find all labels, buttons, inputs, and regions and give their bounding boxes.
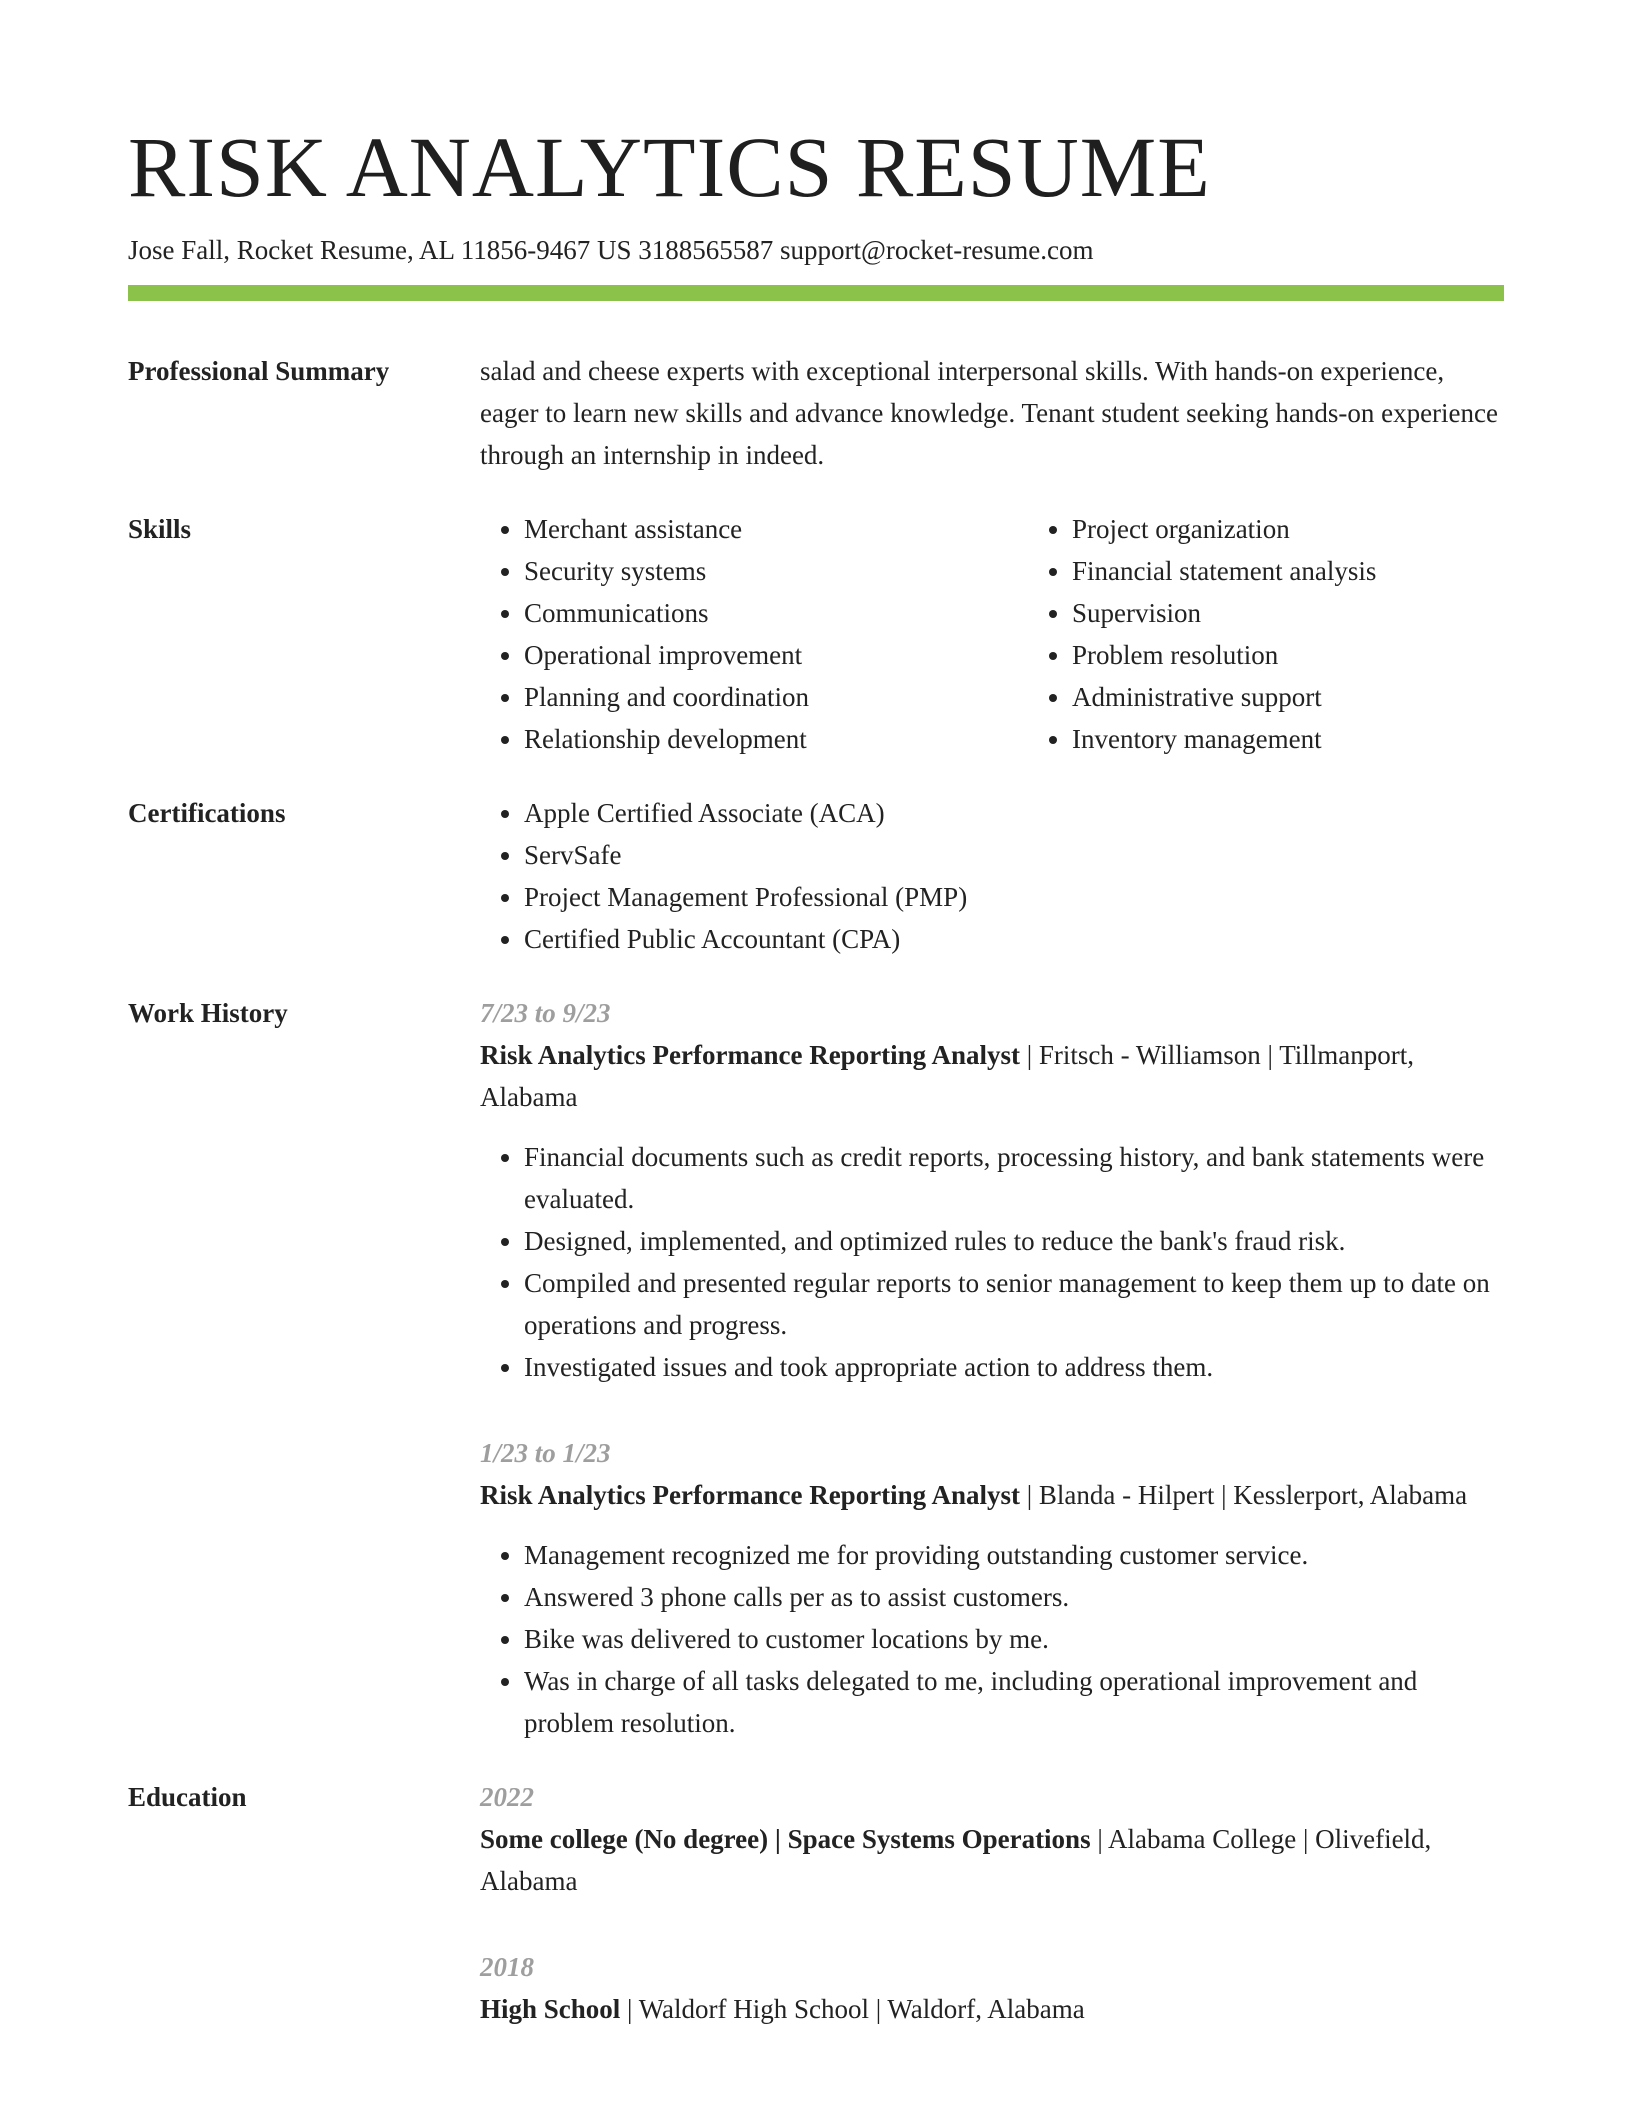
skills-section bbox=[128, 508, 1504, 760]
skills-list-right bbox=[1028, 508, 1576, 760]
accent-divider bbox=[128, 285, 1504, 301]
education-heading bbox=[480, 1988, 1504, 2030]
job-entry bbox=[480, 1432, 1504, 1744]
education-label: Education bbox=[128, 1782, 247, 1812]
job-bullet: • Was in charge of all tasks delegated to me, including operational improvement and problem resolution. bbox=[524, 1660, 1504, 1744]
resume-content bbox=[128, 350, 1504, 2062]
education-heading bbox=[480, 1818, 1504, 1902]
skill-item: • Operational improvement bbox=[524, 634, 1028, 676]
resume-title: RISK ANALYTICS RESUME bbox=[128, 119, 1211, 215]
education-details: | Waldorf High School | Waldorf, Alabama bbox=[620, 1994, 1085, 2024]
summary-section bbox=[128, 350, 1504, 476]
skill-item: • Security systems bbox=[524, 550, 1028, 592]
contact-line: Jose Fall, Rocket Resume, AL 11856-9467 US 3188565587 support@rocket-resume.com bbox=[128, 235, 1094, 265]
skill-item: • Problem resolution bbox=[1072, 634, 1576, 676]
skills-label: Skills bbox=[128, 514, 192, 544]
job-details: | Blanda - Hilpert | Kesslerport, Alabama bbox=[1019, 1480, 1468, 1510]
certifications-list bbox=[480, 792, 1504, 960]
job-title: Risk Analytics Performance Reporting Analyst bbox=[480, 1480, 1020, 1510]
education-date: 2018 bbox=[480, 1952, 534, 1982]
certification-item: • Apple Certified Associate (ACA) bbox=[524, 792, 1504, 834]
education-section bbox=[128, 1776, 1504, 2030]
education-date: 2022 bbox=[480, 1782, 534, 1812]
job-date: 1/23 to 1/23 bbox=[480, 1438, 611, 1468]
certifications-section bbox=[128, 792, 1504, 960]
job-heading bbox=[480, 1474, 1504, 1516]
job-bullet: • Compiled and presented regular reports to senior management to keep them up to date on operations and progress. bbox=[524, 1262, 1504, 1346]
job-date: 7/23 to 9/23 bbox=[480, 998, 611, 1028]
skill-item: • Communications bbox=[524, 592, 1028, 634]
job-details: | Fritsch - Williamson | Tillmanport, Alabama bbox=[480, 1040, 1414, 1112]
skill-item: • Administrative support bbox=[1072, 676, 1576, 718]
skills-list-left bbox=[480, 508, 1028, 760]
job-bullet: • Designed, implemented, and optimized rules to reduce the bank's fraud risk. bbox=[524, 1220, 1504, 1262]
education-entry bbox=[480, 1946, 1504, 2030]
job-bullet: • Investigated issues and took appropriate action to address them. bbox=[524, 1346, 1504, 1388]
job-title: Risk Analytics Performance Reporting Analyst bbox=[480, 1040, 1020, 1070]
summary-label: Professional Summary bbox=[128, 356, 390, 386]
job-bullets bbox=[480, 1534, 1504, 1744]
skill-item: • Project organization bbox=[1072, 508, 1576, 550]
education-details: | Alabama College | Olivefield, Alabama bbox=[480, 1824, 1432, 1896]
job-heading bbox=[480, 1034, 1504, 1118]
skill-item: • Relationship development bbox=[524, 718, 1028, 760]
job-bullet: • Financial documents such as credit reports, processing history, and bank statements were evaluated. bbox=[524, 1136, 1504, 1220]
skill-item: • Financial statement analysis bbox=[1072, 550, 1576, 592]
summary-text: salad and cheese experts with exceptional interpersonal skills. With hands-on experience, eager to learn new skills and advance knowledge. Tenant student seeking hands-on experience through an internship in indeed. bbox=[480, 356, 1498, 470]
job-entry bbox=[480, 992, 1504, 1388]
certifications-label: Certifications bbox=[128, 798, 286, 828]
skill-item: • Merchant assistance bbox=[524, 508, 1028, 550]
education-entry bbox=[480, 1776, 1504, 1902]
work-history-label: Work History bbox=[128, 998, 288, 1028]
skill-item: • Inventory management bbox=[1072, 718, 1576, 760]
job-bullet: • Answered 3 phone calls per as to assist customers. bbox=[524, 1576, 1504, 1618]
work-history-section bbox=[128, 992, 1504, 1744]
job-bullet: • Management recognized me for providing outstanding customer service. bbox=[524, 1534, 1504, 1576]
certification-item: • Project Management Professional (PMP) bbox=[524, 876, 1504, 918]
job-bullets bbox=[480, 1136, 1504, 1388]
skill-item: • Supervision bbox=[1072, 592, 1576, 634]
skill-item: • Planning and coordination bbox=[524, 676, 1028, 718]
education-title: High School bbox=[480, 1994, 621, 2024]
certification-item: • ServSafe bbox=[524, 834, 1504, 876]
certification-item: • Certified Public Accountant (CPA) bbox=[524, 918, 1504, 960]
job-bullet: • Bike was delivered to customer locations by me. bbox=[524, 1618, 1504, 1660]
education-title: Some college (No degree) | Space Systems Operations bbox=[480, 1824, 1091, 1854]
